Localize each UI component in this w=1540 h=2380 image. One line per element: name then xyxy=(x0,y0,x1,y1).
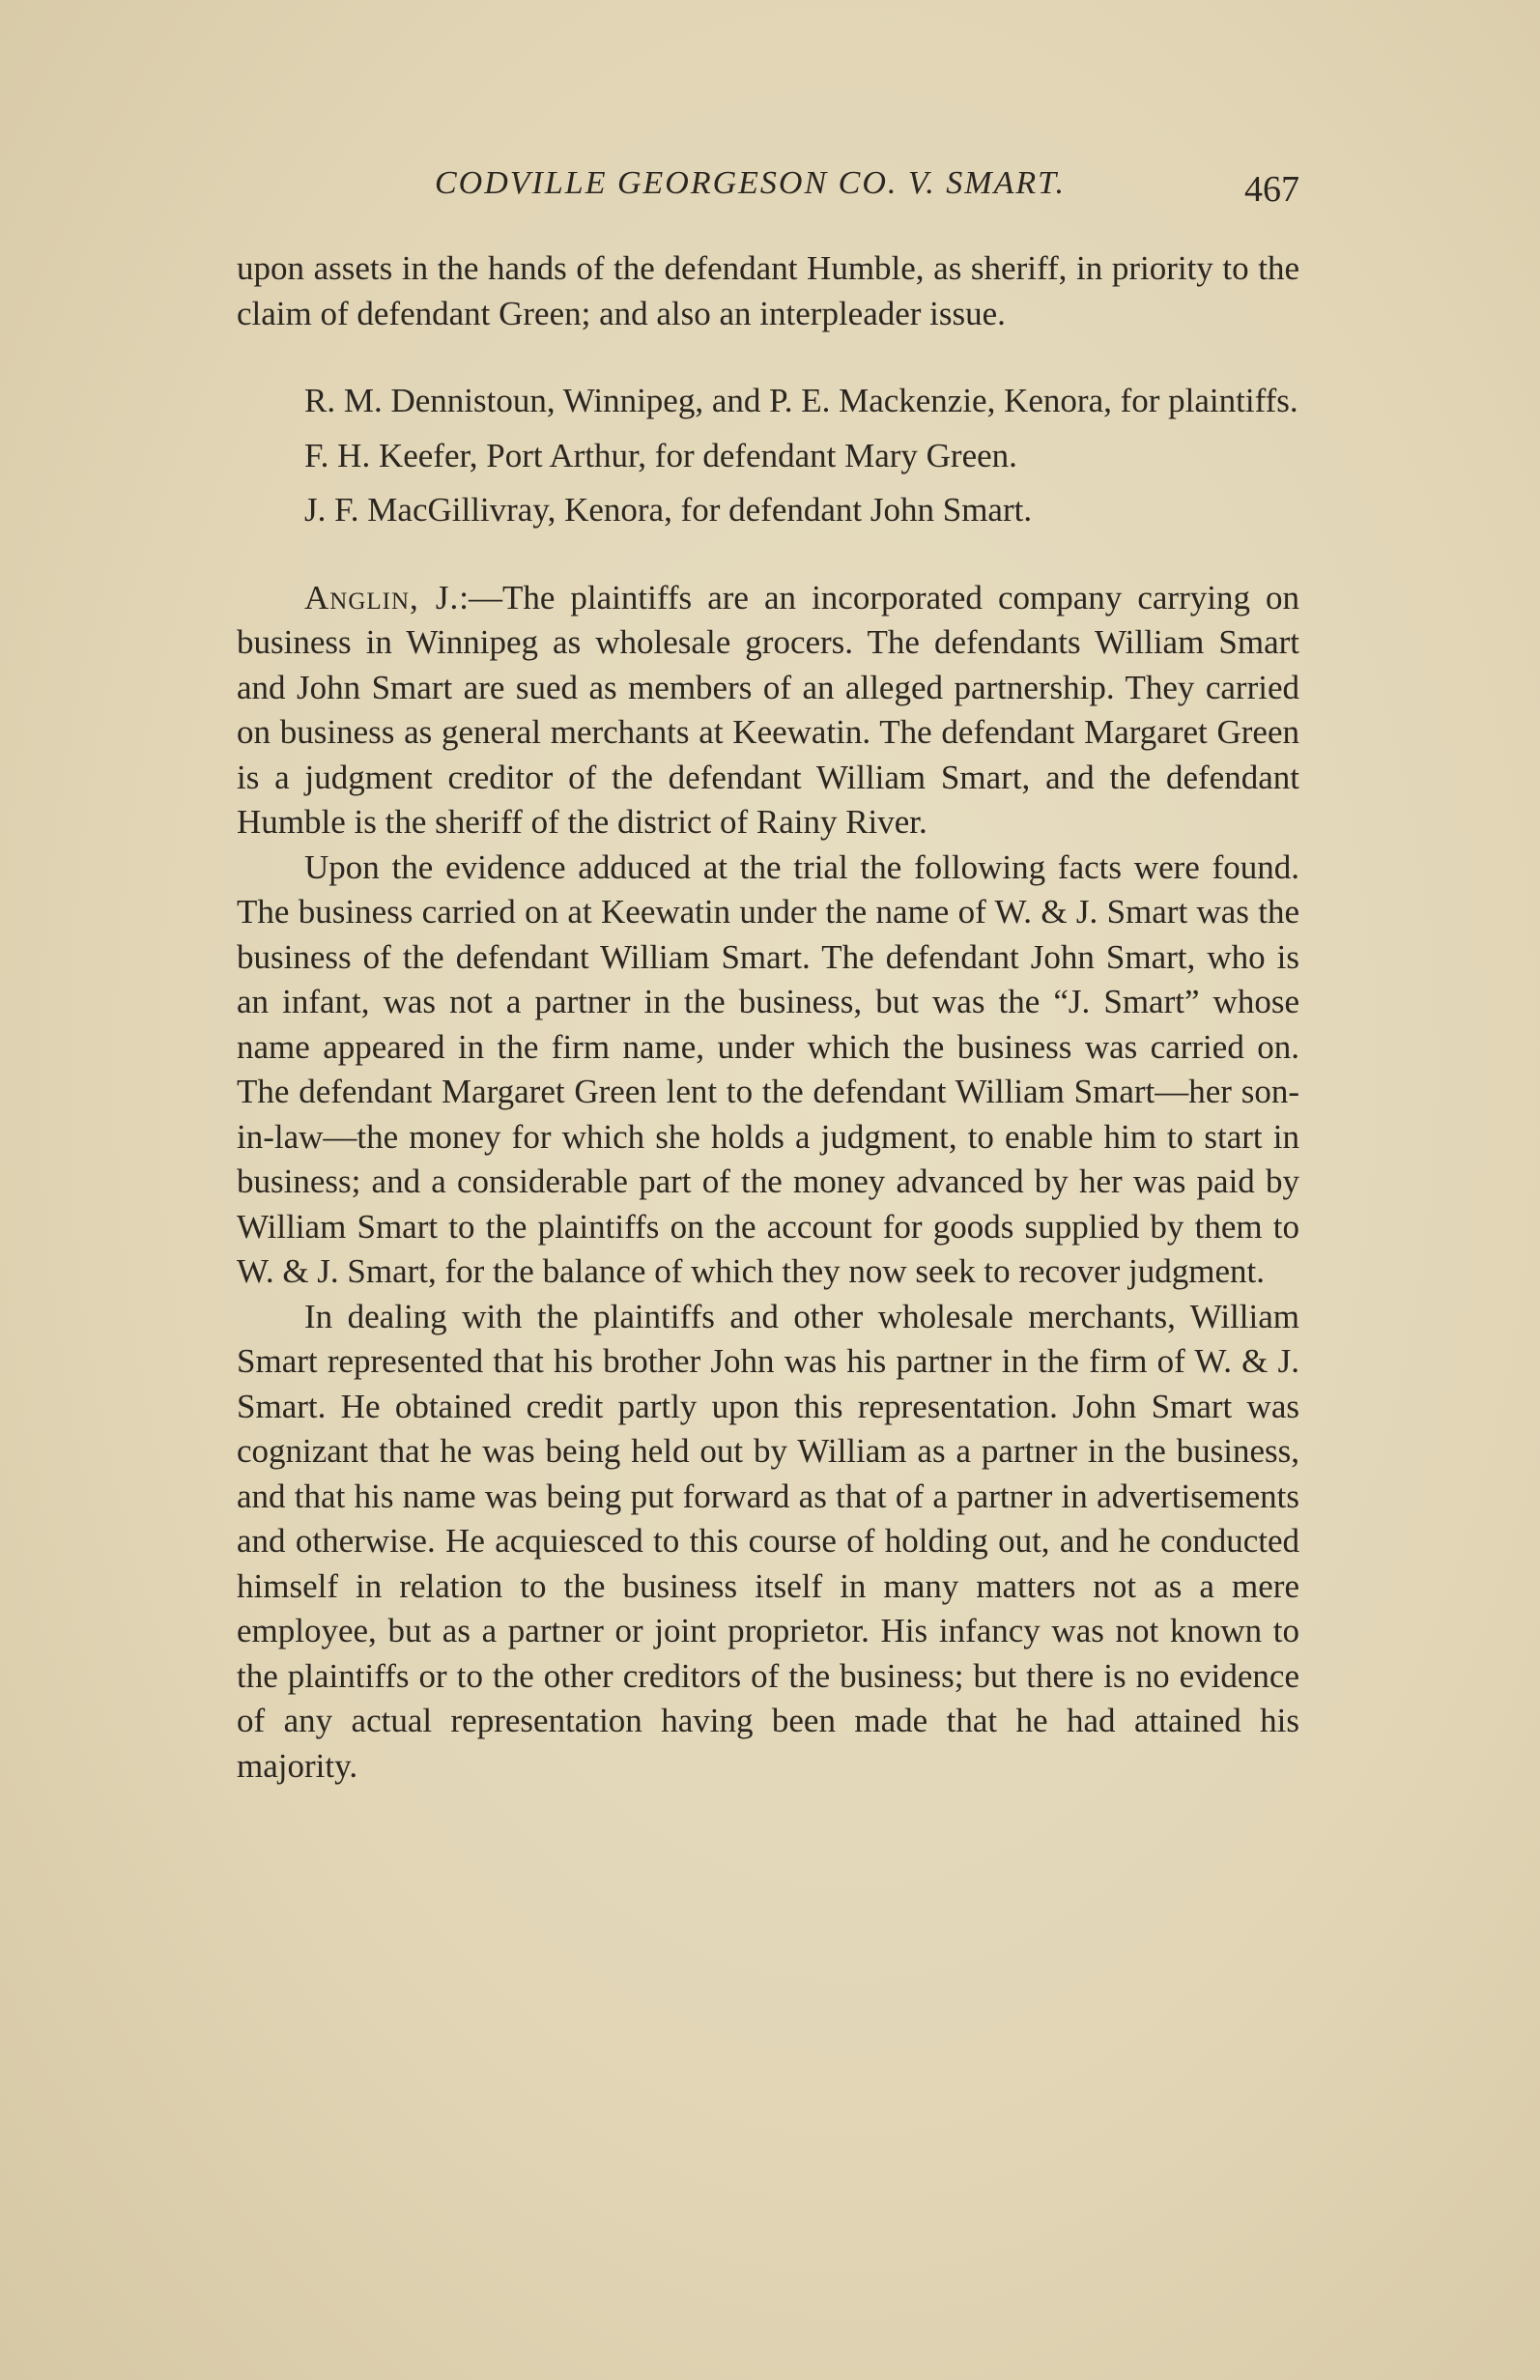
running-head: CODVILLE GEORGESON CO. V. SMART. xyxy=(435,165,1067,201)
judgment-opening xyxy=(237,576,1299,846)
counsel-defendant-green: F. H. Keefer, Port Arthur, for defendant Mary Green. xyxy=(304,436,1017,474)
paragraph-evidence: Upon the evidence adduced at the trial the following facts were found. The business carried on at Keewatin under the name of W. & J. Smart was the business of the defendant William Smart. The defendant John Smart, who is an infant, was not a partner in the business, but was the “J. Smart” whose name appeared in the firm name, under which the business was carried on. The defendant Margaret Green lent to the defendant William Smart—her son-in-law—the money for which she holds a judgment, to enable him to start in business; and a considerable part of the money advanced by her was paid by William Smart to the plaintiffs on the account for goods supplied by them to W. & J. Smart, for the balance of which they now seek to recover judgment. xyxy=(237,847,1299,1290)
paragraph-continued: upon assets in the hands of the defendant Humble, as sheriff, in priority to the claim of defendant Green; and also an interpleader issue. xyxy=(237,249,1299,332)
spacer xyxy=(237,336,1299,379)
counsel-plaintiffs: R. M. Dennistoun, Winnipeg, and P. E. Mackenzie, Kenora, for plaintiffs. xyxy=(304,382,1298,419)
counsel-defendant-john-smart: J. F. MacGillivray, Kenora, for defendant John Smart. xyxy=(304,491,1033,529)
judge-name: Anglin, J. xyxy=(304,578,460,617)
page-body xyxy=(237,246,1299,1789)
judgment-text: :—The plaintiffs are an incorporated company carrying on business in Winnipeg as wholesale grocers. The defendants William Smart and John Smart are sued as members of an alleged partnership. They carried on business as general merchants at Keewatin. The defendant Margaret Green is a judgment creditor of the defendant William Smart, and the defendant Humble is the sheriff of the district of Rainy River. xyxy=(237,578,1300,841)
spacer xyxy=(237,478,1299,488)
page-number: 467 xyxy=(1244,169,1299,210)
spacer xyxy=(237,533,1299,576)
paragraph-dealing: In dealing with the plaintiffs and other wholesale merchants, William Smart represented that his brother John was his partner in the firm of W. & J. Smart. He obtained credit partly upon this representation. John Smart was cognizant that he was being held out by William as a partner in the business, and that his name was being put forward as that of a partner in advertisements and otherwise. He acquiesced to this course of holding out, and he conducted himself in relation to the business itself in many matters not as a mere employee, but as a partner or joint proprietor. His infancy was not known to the plaintiffs or to the other creditors of the business; but there is no evidence of any actual representation having been made that he had attained his majority. xyxy=(237,1297,1299,1785)
spacer xyxy=(237,424,1299,434)
